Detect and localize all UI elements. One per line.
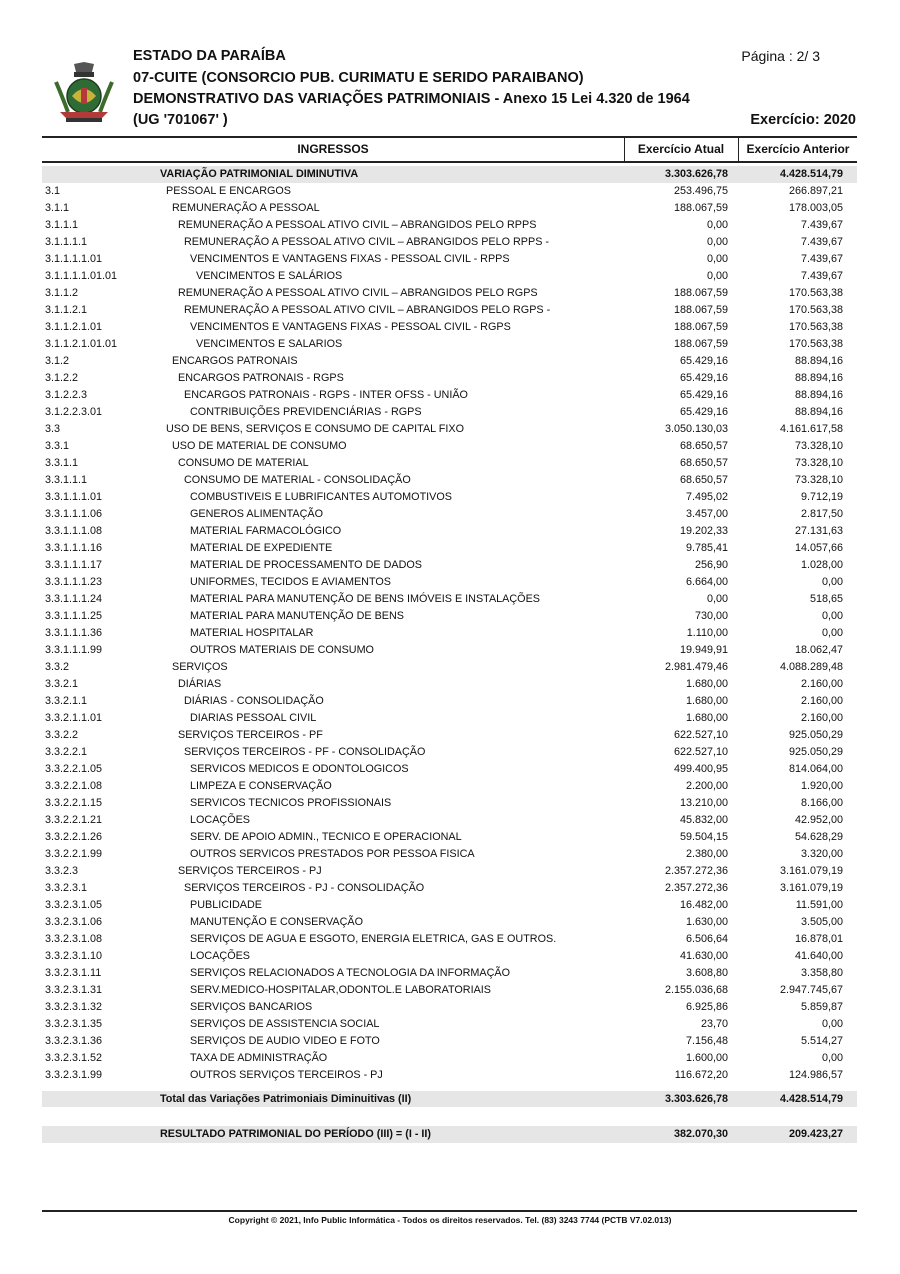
table-row xyxy=(42,166,857,183)
current-value: 19.202,33 xyxy=(679,525,728,537)
table-row xyxy=(42,693,857,710)
account-code: 3.1.1.1 xyxy=(45,219,79,231)
current-value: 2.981.479,46 xyxy=(664,661,728,673)
current-value: 188.067,59 xyxy=(673,338,728,350)
account-code: 3.1.2.2.3.01 xyxy=(45,406,103,418)
entity-title: 07-CUITE (CONSORCIO PUB. CURIMATU E SERIDO PARAIBANO) xyxy=(133,70,584,86)
table-row xyxy=(42,625,857,642)
previous-value: 73.328,10 xyxy=(794,474,843,486)
current-value: 7.495,02 xyxy=(685,491,728,503)
account-description: PUBLICIDADE xyxy=(190,899,262,911)
current-value: 730,00 xyxy=(694,610,728,622)
account-code: 3.1.2.2 xyxy=(45,372,79,384)
current-value: 3.050.130,03 xyxy=(664,423,728,435)
previous-value: 814.064,00 xyxy=(788,763,843,775)
account-code: 3.3.1.1.1.36 xyxy=(45,627,103,639)
ledger-table xyxy=(42,166,857,1084)
current-value: 622.527,10 xyxy=(673,729,728,741)
previous-value: 3.161.079,19 xyxy=(779,865,843,877)
previous-value: 73.328,10 xyxy=(794,457,843,469)
account-description: UNIFORMES, TECIDOS E AVIAMENTOS xyxy=(190,576,391,588)
current-value: 6.506,64 xyxy=(685,933,728,945)
account-code: 3.3.1.1.1.99 xyxy=(45,644,103,656)
current-value: 0,00 xyxy=(706,219,728,231)
previous-value: 2.817,50 xyxy=(800,508,843,520)
previous-value: 88.894,16 xyxy=(794,355,843,367)
table-row xyxy=(42,336,857,353)
previous-value: 0,00 xyxy=(821,627,843,639)
previous-value: 7.439,67 xyxy=(800,270,843,282)
previous-value: 2.947.745,67 xyxy=(779,984,843,996)
account-code: 3.3.1.1.1.17 xyxy=(45,559,103,571)
table-row xyxy=(42,744,857,761)
previous-value: 3.320,00 xyxy=(800,848,843,860)
table-row xyxy=(42,829,857,846)
table-row xyxy=(42,812,857,829)
current-value: 9.785,41 xyxy=(685,542,728,554)
account-description: VARIAÇÃO PATRIMONIAL DIMINUTIVA xyxy=(160,168,359,180)
account-code: 3.3.2.3.1.11 xyxy=(45,967,102,979)
current-value: 3.457,00 xyxy=(685,508,728,520)
account-description: REMUNERAÇÃO A PESSOAL ATIVO CIVIL – ABRANGIDOS PELO RPPS xyxy=(178,219,537,231)
account-code: 3.3.2.3.1.99 xyxy=(45,1069,103,1081)
current-value: 65.429,16 xyxy=(679,372,728,384)
table-row xyxy=(42,1067,857,1084)
account-code: 3.3.1.1.1.23 xyxy=(45,576,103,588)
table-row xyxy=(42,285,857,302)
account-description: MATERIAL DE EXPEDIENTE xyxy=(190,542,333,554)
account-code: 3.3.2 xyxy=(45,661,70,673)
current-value: 7.156,48 xyxy=(685,1035,728,1047)
current-value: 188.067,59 xyxy=(673,287,728,299)
table-row xyxy=(42,506,857,523)
account-description: SERVIÇOS xyxy=(172,661,228,673)
account-description: MATERIAL FARMACOLÓGICO xyxy=(190,525,342,537)
previous-value: 124.986,57 xyxy=(788,1069,843,1081)
account-description: MATERIAL PARA MANUTENÇÃO DE BENS IMÓVEIS E INSTALAÇÕES xyxy=(190,593,540,605)
table-row xyxy=(42,999,857,1016)
current-value: 0,00 xyxy=(706,593,728,605)
current-value: 2.200,00 xyxy=(685,780,728,792)
previous-value: 3.505,00 xyxy=(800,916,843,928)
table-row xyxy=(42,302,857,319)
account-code: 3.1.1.1.1.01 xyxy=(45,253,103,265)
account-description: CONTRIBUIÇÕES PREVIDENCIÁRIAS - RGPS xyxy=(190,406,422,418)
table-row xyxy=(42,370,857,387)
result-row xyxy=(42,1126,857,1143)
previous-value: 178.003,05 xyxy=(788,202,843,214)
account-description: ENCARGOS PATRONAIS xyxy=(172,355,298,367)
previous-value: 4.428.514,79 xyxy=(779,168,843,180)
previous-value: 7.439,67 xyxy=(800,236,843,248)
current-value: 1.680,00 xyxy=(685,678,728,690)
account-code: 3.3.2.3.1.08 xyxy=(45,933,103,945)
account-code: 3.1 xyxy=(45,185,61,197)
account-description: MANUTENÇÃO E CONSERVAÇÃO xyxy=(190,916,363,928)
current-value: 2.380,00 xyxy=(685,848,728,860)
current-value: 188.067,59 xyxy=(673,321,728,333)
account-description: SERVIÇOS RELACIONADOS A TECNOLOGIA DA INFORMAÇÃO xyxy=(190,967,510,979)
table-row xyxy=(42,761,857,778)
result-label: RESULTADO PATRIMONIAL DO PERÍODO (III) = (I - II) xyxy=(160,1128,432,1140)
table-row xyxy=(42,319,857,336)
previous-value: 4.161.617,58 xyxy=(779,423,843,435)
account-code: 3.1.1.1.1.01.01 xyxy=(45,270,118,282)
previous-value: 0,00 xyxy=(821,610,843,622)
table-row xyxy=(42,710,857,727)
account-code: 3.3.2.3.1.05 xyxy=(45,899,103,911)
account-code: 3.3.2.2.1.08 xyxy=(45,780,103,792)
previous-value: 266.897,21 xyxy=(788,185,843,197)
account-description: LIMPEZA E CONSERVAÇÃO xyxy=(190,780,332,792)
account-description: SERVIÇOS DE ASSISTENCIA SOCIAL xyxy=(190,1018,380,1030)
table-row xyxy=(42,591,857,608)
account-description: COMBUSTIVEIS E LUBRIFICANTES AUTOMOTIVOS xyxy=(190,491,452,503)
current-value: 2.155.036,68 xyxy=(664,984,728,996)
table-row xyxy=(42,251,857,268)
current-value: 188.067,59 xyxy=(673,304,728,316)
current-value: 45.832,00 xyxy=(679,814,728,826)
current-value: 256,90 xyxy=(694,559,728,571)
table-row xyxy=(42,897,857,914)
account-description: CONSUMO DE MATERIAL - CONSOLIDAÇÃO xyxy=(184,474,411,486)
account-description: REMUNERAÇÃO A PESSOAL ATIVO CIVIL – ABRANGIDOS PELO RGPS - xyxy=(184,304,551,316)
previous-value: 170.563,38 xyxy=(788,287,843,299)
current-value: 0,00 xyxy=(706,236,728,248)
previous-value: 27.131,63 xyxy=(794,525,843,537)
account-code: 3.1.1 xyxy=(45,202,70,214)
previous-value: 170.563,38 xyxy=(788,338,843,350)
current-value: 68.650,57 xyxy=(679,457,728,469)
table-row xyxy=(42,574,857,591)
account-code: 3.3.2.3.1.31 xyxy=(45,984,103,996)
account-code: 3.1.2.2.3 xyxy=(45,389,88,401)
account-description: DIÁRIAS - CONSOLIDAÇÃO xyxy=(184,695,324,707)
previous-value: 8.166,00 xyxy=(800,797,843,809)
account-description: DIARIAS PESSOAL CIVIL xyxy=(190,712,317,724)
account-code: 3.3.2.3.1.06 xyxy=(45,916,103,928)
table-row xyxy=(42,183,857,200)
account-description: SERVIÇOS TERCEIROS - PF - CONSOLIDAÇÃO xyxy=(184,746,426,758)
account-code: 3.3.2.1.1 xyxy=(45,695,88,707)
previous-value: 1.028,00 xyxy=(800,559,843,571)
exercise-year: Exercício: 2020 xyxy=(750,112,856,128)
account-code: 3.3.2.2.1.21 xyxy=(45,814,103,826)
table-row xyxy=(42,795,857,812)
previous-value: 2.160,00 xyxy=(800,678,843,690)
table-row xyxy=(42,1016,857,1033)
previous-value: 4.088.289,48 xyxy=(779,661,843,673)
previous-value: 0,00 xyxy=(821,1052,843,1064)
previous-value: 5.514,27 xyxy=(800,1035,843,1047)
current-value: 23,70 xyxy=(700,1018,728,1030)
account-description: MATERIAL PARA MANUTENÇÃO DE BENS xyxy=(190,610,404,622)
account-description: MATERIAL DE PROCESSAMENTO DE DADOS xyxy=(190,559,422,571)
table-row xyxy=(42,234,857,251)
account-code: 3.3.1.1.1.25 xyxy=(45,610,103,622)
account-description: SERVIÇOS DE AGUA E ESGOTO, ENERGIA ELETRICA, GAS E OUTROS. xyxy=(190,933,557,945)
current-value: 1.110,00 xyxy=(686,627,728,639)
current-value: 1.680,00 xyxy=(685,695,728,707)
account-code: 3.3.2.2 xyxy=(45,729,79,741)
table-row xyxy=(42,421,857,438)
current-value: 1.600,00 xyxy=(685,1052,728,1064)
current-value: 6.925,86 xyxy=(685,1001,728,1013)
table-row xyxy=(42,608,857,625)
table-row xyxy=(42,353,857,370)
previous-value: 170.563,38 xyxy=(788,304,843,316)
current-value: 16.482,00 xyxy=(679,899,728,911)
account-code: 3.3.2.3.1.32 xyxy=(45,1001,103,1013)
account-description: REMUNERAÇÃO A PESSOAL ATIVO CIVIL – ABRANGIDOS PELO RGPS xyxy=(178,287,538,299)
table-row xyxy=(42,727,857,744)
previous-value: 2.160,00 xyxy=(800,712,843,724)
current-value: 65.429,16 xyxy=(679,406,728,418)
account-description: ENCARGOS PATRONAIS - RGPS - INTER OFSS - UNIÃO xyxy=(184,389,468,401)
account-code: 3.3.2.3 xyxy=(45,865,79,877)
account-code: 3.3.2.1 xyxy=(45,678,79,690)
account-description: REMUNERAÇÃO A PESSOAL xyxy=(172,202,320,214)
current-value: 116.672,20 xyxy=(674,1069,728,1081)
account-description: USO DE BENS, SERVIÇOS E CONSUMO DE CAPITAL FIXO xyxy=(166,423,464,435)
current-value: 65.429,16 xyxy=(679,355,728,367)
account-description: PESSOAL E ENCARGOS xyxy=(166,185,292,197)
account-code: 3.3.2.2.1.26 xyxy=(45,831,103,843)
table-row xyxy=(42,540,857,557)
table-row xyxy=(42,1050,857,1067)
table-row xyxy=(42,489,857,506)
account-code: 3.1.1.2.1.01.01 xyxy=(45,338,118,350)
account-code: 3.3.1.1.1.01 xyxy=(45,491,103,503)
table-row xyxy=(42,846,857,863)
table-row xyxy=(42,200,857,217)
copyright-notice: Copyright © 2021, Info Public Informática - Todos os direitos reservados. Tel. (83) 3243 7744 (PCTB V7.02.013) xyxy=(228,1215,672,1225)
result-previous: 209.423,27 xyxy=(788,1128,843,1140)
account-description: OUTROS SERVIÇOS TERCEIROS - PJ xyxy=(190,1069,383,1081)
current-value: 2.357.272,36 xyxy=(664,865,728,877)
account-description: SERVICOS MEDICOS E ODONTOLOGICOS xyxy=(190,763,409,775)
coat-of-arms-logo xyxy=(52,62,116,124)
account-code: 3.1.1.2.1 xyxy=(45,304,88,316)
account-code: 3.3.1.1.1.24 xyxy=(45,593,103,605)
current-value: 0,00 xyxy=(706,253,728,265)
account-code: 3.3.2.2.1 xyxy=(45,746,88,758)
account-description: VENCIMENTOS E VANTAGENS FIXAS - PESSOAL CIVIL - RPPS xyxy=(190,253,510,265)
current-value: 2.357.272,36 xyxy=(664,882,728,894)
account-description: GENEROS ALIMENTAÇÃO xyxy=(190,508,323,520)
previous-value: 0,00 xyxy=(821,1018,843,1030)
table-row xyxy=(42,404,857,421)
previous-value: 18.062,47 xyxy=(794,644,843,656)
account-description: SERVIÇOS DE AUDIO VIDEO E FOTO xyxy=(190,1035,380,1047)
current-value: 19.949,91 xyxy=(679,644,728,656)
table-row xyxy=(42,1033,857,1050)
column-header-current: Exercício Atual xyxy=(637,142,725,156)
previous-value: 73.328,10 xyxy=(794,440,843,452)
current-value: 68.650,57 xyxy=(679,474,728,486)
page-number: Página : 2/ 3 xyxy=(741,48,820,64)
previous-value: 42.952,00 xyxy=(794,814,843,826)
previous-value: 88.894,16 xyxy=(794,406,843,418)
previous-value: 518,65 xyxy=(809,593,843,605)
account-description: VENCIMENTOS E SALARIOS xyxy=(196,338,343,350)
table-row xyxy=(42,778,857,795)
current-value: 0,00 xyxy=(706,270,728,282)
account-description: OUTROS MATERIAIS DE CONSUMO xyxy=(190,644,374,656)
report-title: DEMONSTRATIVO DAS VARIAÇÕES PATRIMONIAIS - Anexo 15 Lei 4.320 de 1964 xyxy=(133,91,690,107)
column-header-previous: Exercício Anterior xyxy=(746,142,850,156)
ug-label: (UG '701067' ) xyxy=(133,112,228,128)
account-code: 3.3 xyxy=(45,423,61,435)
current-value: 68.650,57 xyxy=(679,440,728,452)
previous-value: 0,00 xyxy=(821,576,843,588)
account-description: CONSUMO DE MATERIAL xyxy=(178,457,309,469)
previous-value: 88.894,16 xyxy=(794,372,843,384)
current-value: 622.527,10 xyxy=(673,746,728,758)
account-description: LOCAÇÕES xyxy=(190,814,250,826)
previous-value: 1.920,00 xyxy=(800,780,843,792)
table-row xyxy=(42,931,857,948)
current-value: 1.680,00 xyxy=(685,712,728,724)
current-value: 188.067,59 xyxy=(673,202,728,214)
account-description: VENCIMENTOS E VANTAGENS FIXAS - PESSOAL CIVIL - RGPS xyxy=(190,321,511,333)
previous-value: 41.640,00 xyxy=(794,950,843,962)
account-code: 3.3.1.1.1.16 xyxy=(45,542,103,554)
account-code: 3.3.2.1.1.01 xyxy=(45,712,103,724)
account-code: 3.3.1.1.1.06 xyxy=(45,508,103,520)
current-value: 59.504,15 xyxy=(679,831,728,843)
table-row xyxy=(42,863,857,880)
account-description: DIÁRIAS xyxy=(178,678,222,690)
account-code: 3.3.2.3.1.10 xyxy=(45,950,103,962)
previous-value: 7.439,67 xyxy=(800,253,843,265)
account-code: 3.3.2.3.1.35 xyxy=(45,1018,103,1030)
table-row xyxy=(42,642,857,659)
account-code: 3.3.2.3.1 xyxy=(45,882,88,894)
previous-value: 170.563,38 xyxy=(788,321,843,333)
previous-value: 16.878,01 xyxy=(794,933,843,945)
table-row xyxy=(42,914,857,931)
current-value: 499.400,95 xyxy=(673,763,728,775)
account-code: 3.3.1.1 xyxy=(45,457,79,469)
total-current: 3.303.626,78 xyxy=(664,1093,728,1105)
previous-value: 14.057,66 xyxy=(794,542,843,554)
account-code: 3.1.1.1.1 xyxy=(45,236,88,248)
account-description: SERVICOS TECNICOS PROFISSIONAIS xyxy=(190,797,392,809)
footer-rule xyxy=(42,1210,857,1212)
current-value: 3.303.626,78 xyxy=(664,168,728,180)
account-code: 3.3.2.2.1.15 xyxy=(45,797,103,809)
table-row xyxy=(42,438,857,455)
account-code: 3.1.1.2 xyxy=(45,287,79,299)
account-description: USO DE MATERIAL DE CONSUMO xyxy=(172,440,347,452)
previous-value: 88.894,16 xyxy=(794,389,843,401)
table-row xyxy=(42,965,857,982)
table-row xyxy=(42,523,857,540)
total-label: Total das Variações Patrimoniais Diminuitivas (II) xyxy=(160,1093,412,1105)
state-title: ESTADO DA PARAÍBA xyxy=(133,48,286,64)
table-row xyxy=(42,948,857,965)
table-row xyxy=(42,557,857,574)
account-description: TAXA DE ADMINISTRAÇÃO xyxy=(190,1052,328,1064)
table-row xyxy=(42,455,857,472)
current-value: 65.429,16 xyxy=(679,389,728,401)
current-value: 6.664,00 xyxy=(685,576,728,588)
table-row xyxy=(42,982,857,999)
account-code: 3.3.2.2.1.05 xyxy=(45,763,103,775)
table-row xyxy=(42,217,857,234)
account-description: SERVIÇOS TERCEIROS - PJ - CONSOLIDAÇÃO xyxy=(184,882,425,894)
previous-value: 3.161.079,19 xyxy=(779,882,843,894)
account-code: 3.3.2.3.1.52 xyxy=(45,1052,103,1064)
header-bottom-rule xyxy=(42,161,857,163)
previous-value: 54.628,29 xyxy=(794,831,843,843)
account-description: VENCIMENTOS E SALÁRIOS xyxy=(196,270,343,282)
previous-value: 3.358,80 xyxy=(800,967,843,979)
table-row xyxy=(42,659,857,676)
account-description: SERVIÇOS BANCARIOS xyxy=(190,1001,313,1013)
previous-value: 2.160,00 xyxy=(800,695,843,707)
table-row xyxy=(42,676,857,693)
total-previous: 4.428.514,79 xyxy=(779,1093,843,1105)
table-row xyxy=(42,880,857,897)
account-code: 3.1.2 xyxy=(45,355,70,367)
previous-value: 5.859,87 xyxy=(800,1001,843,1013)
account-description: MATERIAL HOSPITALAR xyxy=(190,627,314,639)
current-value: 3.608,80 xyxy=(685,967,728,979)
account-code: 3.3.1.1.1.08 xyxy=(45,525,103,537)
current-value: 13.210,00 xyxy=(679,797,728,809)
total-row xyxy=(42,1091,857,1107)
previous-value: 9.712,19 xyxy=(800,491,843,503)
previous-value: 11.591,00 xyxy=(795,899,843,911)
account-description: SERVIÇOS TERCEIROS - PF xyxy=(178,729,323,741)
account-description: OUTROS SERVICOS PRESTADOS POR PESSOA FISICA xyxy=(190,848,475,860)
account-description: SERV. DE APOIO ADMIN., TECNICO E OPERACIONAL xyxy=(190,831,462,843)
account-code: 3.3.2.3.1.36 xyxy=(45,1035,103,1047)
table-row xyxy=(42,268,857,285)
account-description: SERVIÇOS TERCEIROS - PJ xyxy=(178,865,322,877)
account-code: 3.3.1 xyxy=(45,440,70,452)
previous-value: 925.050,29 xyxy=(788,729,843,741)
account-description: REMUNERAÇÃO A PESSOAL ATIVO CIVIL – ABRANGIDOS PELO RPPS - xyxy=(184,236,550,248)
current-value: 1.630,00 xyxy=(685,916,728,928)
account-description: ENCARGOS PATRONAIS - RGPS xyxy=(178,372,344,384)
account-code: 3.3.2.2.1.99 xyxy=(45,848,103,860)
current-value: 253.496,75 xyxy=(673,185,728,197)
previous-value: 925.050,29 xyxy=(788,746,843,758)
result-current: 382.070,30 xyxy=(673,1128,728,1140)
column-header-ingressos: INGRESSOS xyxy=(297,142,369,156)
previous-value: 7.439,67 xyxy=(800,219,843,231)
table-row xyxy=(42,472,857,489)
account-description: LOCAÇÕES xyxy=(190,950,250,962)
account-code: 3.1.1.2.1.01 xyxy=(45,321,103,333)
account-code: 3.3.1.1.1 xyxy=(45,474,88,486)
table-row xyxy=(42,387,857,404)
current-value: 41.630,00 xyxy=(679,950,728,962)
account-description: SERV.MEDICO-HOSPITALAR,ODONTOL.E LABORATORIAIS xyxy=(190,984,491,996)
